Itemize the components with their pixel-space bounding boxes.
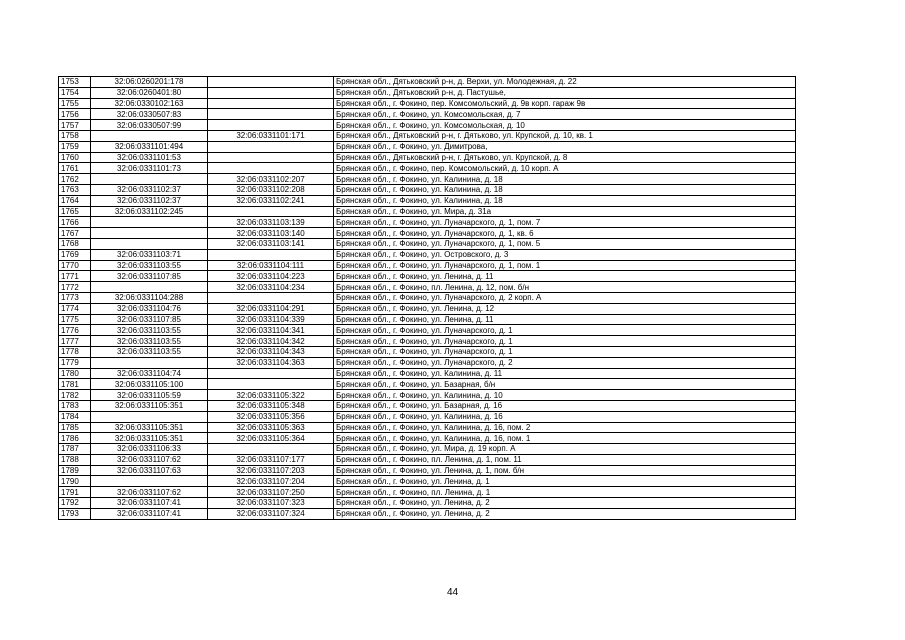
table-row [59,260,796,271]
land-cadastral-number-cell: 32:06:0331107:62 [91,487,208,498]
address-cell: Брянская обл., Дятьковский р-н, г. Дятьково, ул. Крупской, д. 10, кв. 1 [334,130,796,141]
row-number-cell: 1767 [59,228,91,239]
table-row [59,454,796,465]
land-cadastral-number-cell: 32:06:0331107:63 [91,465,208,476]
land-cadastral-number-cell: 32:06:0260201:178 [91,77,208,88]
land-cadastral-number-cell: 32:06:0331106:33 [91,444,208,455]
address-cell: Брянская обл., г. Фокино, пл. Ленина, д. 12, пом. б/н [334,282,796,293]
building-cadastral-number-cell: 32:06:0331105:356 [208,411,334,422]
address-cell: Брянская обл., г. Фокино, ул. Ленина, д. 12 [334,303,796,314]
land-cadastral-number-cell [91,217,208,228]
building-cadastral-number-cell [208,77,334,88]
address-cell: Брянская обл., г. Фокино, ул. Луначарского, д. 1, пом. 7 [334,217,796,228]
table-row [59,346,796,357]
building-cadastral-number-cell: 32:06:0331107:203 [208,465,334,476]
building-cadastral-number-cell [208,379,334,390]
building-cadastral-number-cell: 32:06:0331107:177 [208,454,334,465]
row-number-cell: 1759 [59,141,91,152]
address-cell: Брянская обл., г. Фокино, пер. Комсомольский, д. 9в корп. гараж 9в [334,98,796,109]
address-cell: Брянская обл., Дятьковский р-н, д. Верхи, ул. Молодежная, д. 22 [334,77,796,88]
address-cell: Брянская обл., г. Фокино, пл. Ленина, д. 1, пом. 11 [334,454,796,465]
row-number-cell: 1770 [59,260,91,271]
address-cell: Брянская обл., г. Фокино, ул. Луначарского, д. 1 [334,346,796,357]
building-cadastral-number-cell: 32:06:0331102:241 [208,195,334,206]
land-cadastral-number-cell: 32:06:0331104:288 [91,292,208,303]
row-number-cell: 1769 [59,249,91,260]
building-cadastral-number-cell: 32:06:0331104:342 [208,336,334,347]
row-number-cell: 1781 [59,379,91,390]
land-cadastral-number-cell: 32:06:0331101:73 [91,163,208,174]
land-cadastral-number-cell: 32:06:0331105:351 [91,422,208,433]
row-number-cell: 1783 [59,400,91,411]
address-cell: Брянская обл., г. Фокино, ул. Калинина, д. 16, пом. 1 [334,433,796,444]
address-cell: Брянская обл., г. Фокино, ул. Луначарского, д. 1, пом. 1 [334,260,796,271]
land-cadastral-number-cell: 32:06:0331105:100 [91,379,208,390]
table-row [59,163,796,174]
table-row [59,282,796,293]
address-cell: Брянская обл., г. Фокино, ул. Ленина, д. 1, пом. б/н [334,465,796,476]
address-cell: Брянская обл., г. Фокино, ул. Ленина, д. 11 [334,314,796,325]
address-cell: Брянская обл., г. Фокино, ул. Ленина, д. 1 [334,476,796,487]
table-row [59,130,796,141]
table-row [59,368,796,379]
row-number-cell: 1761 [59,163,91,174]
address-cell: Брянская обл., г. Фокино, ул. Луначарского, д. 2 [334,357,796,368]
table-row [59,498,796,509]
table-row [59,271,796,282]
building-cadastral-number-cell: 32:06:0331105:364 [208,433,334,444]
address-cell: Брянская обл., г. Фокино, ул. Ленина, д. 2 [334,498,796,509]
address-cell: Брянская обл., г. Фокино, ул. Димитрова, [334,141,796,152]
building-cadastral-number-cell: 32:06:0331104:343 [208,346,334,357]
table-row [59,508,796,519]
table-row [59,411,796,422]
building-cadastral-number-cell: 32:06:0331102:207 [208,174,334,185]
land-cadastral-number-cell: 32:06:0331102:245 [91,206,208,217]
row-number-cell: 1776 [59,325,91,336]
row-number-cell: 1787 [59,444,91,455]
row-number-cell: 1785 [59,422,91,433]
building-cadastral-number-cell: 32:06:0331107:204 [208,476,334,487]
address-cell: Брянская обл., г. Фокино, ул. Ленина, д. 11 [334,271,796,282]
building-cadastral-number-cell [208,120,334,131]
row-number-cell: 1764 [59,195,91,206]
building-cadastral-number-cell: 32:06:0331107:250 [208,487,334,498]
row-number-cell: 1784 [59,411,91,422]
building-cadastral-number-cell: 32:06:0331105:348 [208,400,334,411]
row-number-cell: 1774 [59,303,91,314]
land-cadastral-number-cell [91,357,208,368]
building-cadastral-number-cell: 32:06:0331105:322 [208,390,334,401]
row-number-cell: 1792 [59,498,91,509]
table-row [59,120,796,131]
address-cell: Брянская обл., г. Фокино, ул. Луначарского, д. 1 [334,325,796,336]
land-cadastral-number-cell: 32:06:0331107:41 [91,498,208,509]
row-number-cell: 1753 [59,77,91,88]
land-cadastral-number-cell: 32:06:0331104:76 [91,303,208,314]
address-cell: Брянская обл., г. Фокино, ул. Калинина, д. 18 [334,174,796,185]
building-cadastral-number-cell [208,141,334,152]
table-row [59,141,796,152]
building-cadastral-number-cell: 32:06:0331102:208 [208,184,334,195]
address-cell: Брянская обл., г. Фокино, ул. Комсомольская, д. 7 [334,109,796,120]
row-number-cell: 1762 [59,174,91,185]
building-cadastral-number-cell: 32:06:0331104:234 [208,282,334,293]
address-cell: Брянская обл., г. Фокино, ул. Луначарского, д. 1, пом. 5 [334,238,796,249]
building-cadastral-number-cell [208,87,334,98]
building-cadastral-number-cell [208,152,334,163]
table-row [59,465,796,476]
building-cadastral-number-cell: 32:06:0331104:291 [208,303,334,314]
land-cadastral-number-cell [91,130,208,141]
address-cell: Брянская обл., г. Фокино, ул. Калинина, д. 10 [334,390,796,401]
table-row [59,314,796,325]
row-number-cell: 1766 [59,217,91,228]
table-row [59,422,796,433]
row-number-cell: 1778 [59,346,91,357]
land-cadastral-number-cell: 32:06:0330507:83 [91,109,208,120]
land-cadastral-number-cell: 32:06:0330507:99 [91,120,208,131]
building-cadastral-number-cell [208,444,334,455]
land-cadastral-number-cell [91,228,208,239]
table-row [59,325,796,336]
table-row [59,487,796,498]
row-number-cell: 1772 [59,282,91,293]
land-cadastral-number-cell: 32:06:0331103:71 [91,249,208,260]
table-row [59,152,796,163]
table-row [59,109,796,120]
building-cadastral-number-cell: 32:06:0331105:363 [208,422,334,433]
table-row [59,98,796,109]
building-cadastral-number-cell: 32:06:0331107:323 [208,498,334,509]
table-row [59,249,796,260]
building-cadastral-number-cell: 32:06:0331104:363 [208,357,334,368]
building-cadastral-number-cell: 32:06:0331104:111 [208,260,334,271]
address-cell: Брянская обл., г. Фокино, ул. Калинина, д. 18 [334,195,796,206]
address-cell: Брянская обл., г. Фокино, ул. Луначарского, д. 1, кв. 6 [334,228,796,239]
table-row [59,379,796,390]
row-number-cell: 1782 [59,390,91,401]
land-cadastral-number-cell: 32:06:0331103:55 [91,260,208,271]
address-cell: Брянская обл., Дятьковский р-н, г. Дятьково, ул. Крупской, д. 8 [334,152,796,163]
address-cell: Брянская обл., г. Фокино, ул. Мира, д. 19 корп. А [334,444,796,455]
table-row [59,303,796,314]
row-number-cell: 1788 [59,454,91,465]
land-cadastral-number-cell [91,411,208,422]
building-cadastral-number-cell [208,109,334,120]
table-row [59,195,796,206]
building-cadastral-number-cell: 32:06:0331104:223 [208,271,334,282]
row-number-cell: 1754 [59,87,91,98]
land-cadastral-number-cell: 32:06:0331101:494 [91,141,208,152]
row-number-cell: 1771 [59,271,91,282]
land-cadastral-number-cell: 32:06:0331107:85 [91,314,208,325]
address-cell: Брянская обл., г. Фокино, ул. Островского, д. 3 [334,249,796,260]
address-cell: Брянская обл., г. Фокино, ул. Ленина, д. 2 [334,508,796,519]
row-number-cell: 1786 [59,433,91,444]
table-row [59,184,796,195]
address-cell: Брянская обл., Дятьковский р-н, д. Пастушье, [334,87,796,98]
table-row [59,336,796,347]
land-cadastral-number-cell [91,174,208,185]
row-number-cell: 1760 [59,152,91,163]
row-number-cell: 1773 [59,292,91,303]
building-cadastral-number-cell: 32:06:0331101:171 [208,130,334,141]
address-cell: Брянская обл., г. Фокино, ул. Комсомольская, д. 10 [334,120,796,131]
land-cadastral-number-cell: 32:06:0331107:62 [91,454,208,465]
building-cadastral-number-cell: 32:06:0331103:140 [208,228,334,239]
building-cadastral-number-cell: 32:06:0331104:339 [208,314,334,325]
table-row [59,400,796,411]
table-row [59,357,796,368]
table-row [59,390,796,401]
row-number-cell: 1757 [59,120,91,131]
building-cadastral-number-cell: 32:06:0331104:341 [208,325,334,336]
building-cadastral-number-cell [208,368,334,379]
property-register-table [58,76,796,520]
address-cell: Брянская обл., г. Фокино, ул. Калинина, д. 18 [334,184,796,195]
row-number-cell: 1790 [59,476,91,487]
land-cadastral-number-cell: 32:06:0331105:351 [91,433,208,444]
building-cadastral-number-cell: 32:06:0331107:324 [208,508,334,519]
land-cadastral-number-cell: 32:06:0331102:37 [91,184,208,195]
register-table-body [59,77,796,520]
land-cadastral-number-cell: 32:06:0331107:85 [91,271,208,282]
address-cell: Брянская обл., г. Фокино, ул. Калинина, д. 11 [334,368,796,379]
row-number-cell: 1775 [59,314,91,325]
land-cadastral-number-cell: 32:06:0331101:53 [91,152,208,163]
table-row [59,174,796,185]
address-cell: Брянская обл., г. Фокино, ул. Базарная, д. 16 [334,400,796,411]
land-cadastral-number-cell: 32:06:0331104:74 [91,368,208,379]
row-number-cell: 1765 [59,206,91,217]
row-number-cell: 1768 [59,238,91,249]
address-cell: Брянская обл., г. Фокино, пл. Ленина, д. 1 [334,487,796,498]
row-number-cell: 1791 [59,487,91,498]
table-row [59,476,796,487]
land-cadastral-number-cell: 32:06:0331103:55 [91,336,208,347]
land-cadastral-number-cell: 32:06:0331103:55 [91,325,208,336]
table-row [59,444,796,455]
building-cadastral-number-cell: 32:06:0331103:139 [208,217,334,228]
table-row [59,77,796,88]
address-cell: Брянская обл., г. Фокино, пер. Комсомольский, д. 10 корп. А [334,163,796,174]
row-number-cell: 1779 [59,357,91,368]
row-number-cell: 1756 [59,109,91,120]
table-row [59,206,796,217]
land-cadastral-number-cell [91,238,208,249]
row-number-cell: 1793 [59,508,91,519]
table-row [59,292,796,303]
table-row [59,228,796,239]
land-cadastral-number-cell: 32:06:0331107:41 [91,508,208,519]
address-cell: Брянская обл., г. Фокино, ул. Луначарского, д. 2 корп. А [334,292,796,303]
table-row [59,87,796,98]
address-cell: Брянская обл., г. Фокино, ул. Луначарского, д. 1 [334,336,796,347]
land-cadastral-number-cell: 32:06:0331103:55 [91,346,208,357]
building-cadastral-number-cell [208,249,334,260]
row-number-cell: 1789 [59,465,91,476]
table-row [59,433,796,444]
land-cadastral-number-cell: 32:06:0260401:80 [91,87,208,98]
page-number: 44 [446,587,459,598]
building-cadastral-number-cell [208,163,334,174]
land-cadastral-number-cell: 32:06:0331105:351 [91,400,208,411]
land-cadastral-number-cell [91,476,208,487]
row-number-cell: 1755 [59,98,91,109]
table-row [59,238,796,249]
building-cadastral-number-cell: 32:06:0331103:141 [208,238,334,249]
building-cadastral-number-cell [208,98,334,109]
row-number-cell: 1777 [59,336,91,347]
row-number-cell: 1780 [59,368,91,379]
address-cell: Брянская обл., г. Фокино, ул. Базарная, б/н [334,379,796,390]
land-cadastral-number-cell: 32:06:0330102:163 [91,98,208,109]
row-number-cell: 1763 [59,184,91,195]
land-cadastral-number-cell [91,282,208,293]
address-cell: Брянская обл., г. Фокино, ул. Калинина, д. 16 [334,411,796,422]
land-cadastral-number-cell: 32:06:0331102:37 [91,195,208,206]
row-number-cell: 1758 [59,130,91,141]
address-cell: Брянская обл., г. Фокино, ул. Мира, д. 31а [334,206,796,217]
building-cadastral-number-cell [208,292,334,303]
building-cadastral-number-cell [208,206,334,217]
table-row [59,217,796,228]
address-cell: Брянская обл., г. Фокино, ул. Калинина, д. 16, пом. 2 [334,422,796,433]
land-cadastral-number-cell: 32:06:0331105:59 [91,390,208,401]
